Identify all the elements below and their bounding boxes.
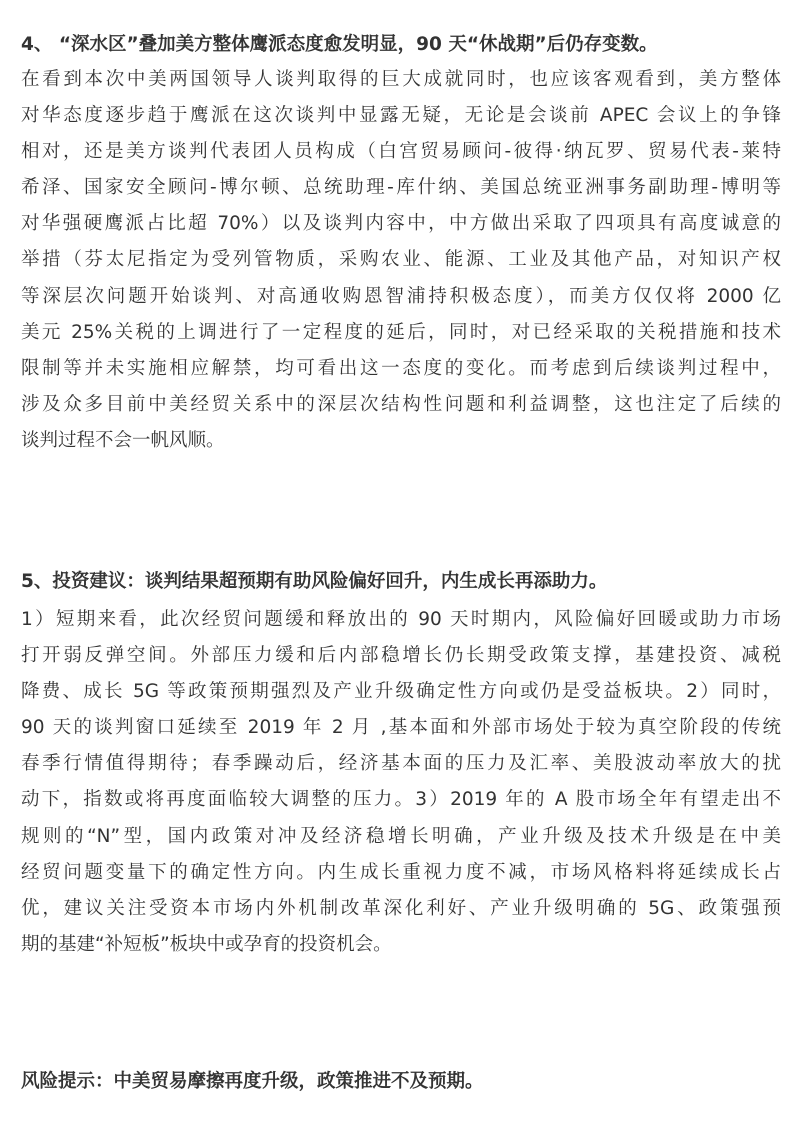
paragraph-line: 对华强硬鹰派占比超 70%）以及谈判内容中，中方做出采取了四项具有高度诚意的	[21, 213, 781, 235]
section-5-paragraph	[21, 602, 781, 963]
paragraph-line: 打开弱反弹空间。外部压力缓和后内部稳增长仍长期受政策支撑，基建投资、减税	[21, 645, 781, 667]
paragraph-line: 期的基建“补短板”板块中或孕育的投资机会。	[21, 933, 392, 955]
paragraph-line: 涉及众多目前中美经贸关系中的深层次结构性问题和利益调整，这也注定了后续的	[21, 393, 781, 415]
section-4-paragraph	[21, 62, 781, 459]
paragraph-line: 降费、成长 5G 等政策预期强烈及产业升级确定性方向或仍是受益板块。2）同时，	[21, 681, 781, 703]
paragraph-line: 美元 25%关税的上调进行了一定程度的延后，同时，对已经采取的关税措施和技术	[21, 321, 781, 343]
paragraph-line: 经贸问题变量下的确定性方向。内生成长重视力度不减，市场风格料将延续成长占	[21, 861, 781, 883]
paragraph-line: 谈判过程不会一帆风顺。	[21, 429, 225, 451]
paragraph-line: 1）短期来看，此次经贸问题缓和释放出的 90 天时期内，风险偏好回暖或助力市场	[21, 609, 781, 630]
section-4-heading: 4、 “深水区”叠加美方整体鹰派态度愈发明显，90 天“休战期”后仍存变数。	[21, 34, 658, 55]
paragraph-line: 对华态度逐步趋于鹰派在这次谈判中显露无疑，无论是会谈前 APEC 会议上的争锋	[21, 105, 781, 127]
paragraph-line: 限制等并未实施相应解禁，均可看出这一态度的变化。而考虑到后续谈判过程中，	[21, 357, 781, 379]
paragraph-line: 规则的“N”型，国内政策对冲及经济稳增长明确，产业升级及技术升级是在中美	[21, 825, 781, 847]
paragraph-line: 优，建议关注受资本市场内外机制改革深化利好、产业升级明确的 5G、政策强预	[21, 897, 781, 919]
paragraph-line: 90 天的谈判窗口延续至 2019 年 2 月 ,基本面和外部市场处于较为真空阶段的传统	[21, 717, 781, 739]
paragraph-line: 相对，还是美方谈判代表团人员构成（白宫贸易顾问-彼得·纳瓦罗、贸易代表-莱特	[21, 141, 781, 163]
risk-warning-heading: 风险提示：中美贸易摩擦再度升级，政策推进不及预期。	[21, 1071, 484, 1092]
paragraph-line: 举措（芬太尼指定为受列管物质，采购农业、能源、工业及其他产品，对知识产权	[21, 249, 781, 271]
paragraph-line: 动下，指数或将再度面临较大调整的压力。3）2019 年的 A 股市场全年有望走出不	[21, 789, 781, 811]
paragraph-line: 希泽、国家安全顾问-博尔顿、总统助理-库什纳、美国总统亚洲事务副助理-博明等	[21, 177, 781, 199]
paragraph-line: 在看到本次中美两国领导人谈判取得的巨大成就同时，也应该客观看到，美方整体	[21, 69, 781, 90]
paragraph-line: 等深层次问题开始谈判、对高通收购恩智浦持积极态度），而美方仅仅将 2000 亿	[21, 285, 781, 307]
section-5-heading: 5、投资建议：谈判结果超预期有助风险偏好回升，内生成长再添助力。	[21, 571, 608, 592]
paragraph-line: 春季行情值得期待；春季躁动后，经济基本面的压力及汇率、美股波动率放大的扰	[21, 753, 781, 775]
